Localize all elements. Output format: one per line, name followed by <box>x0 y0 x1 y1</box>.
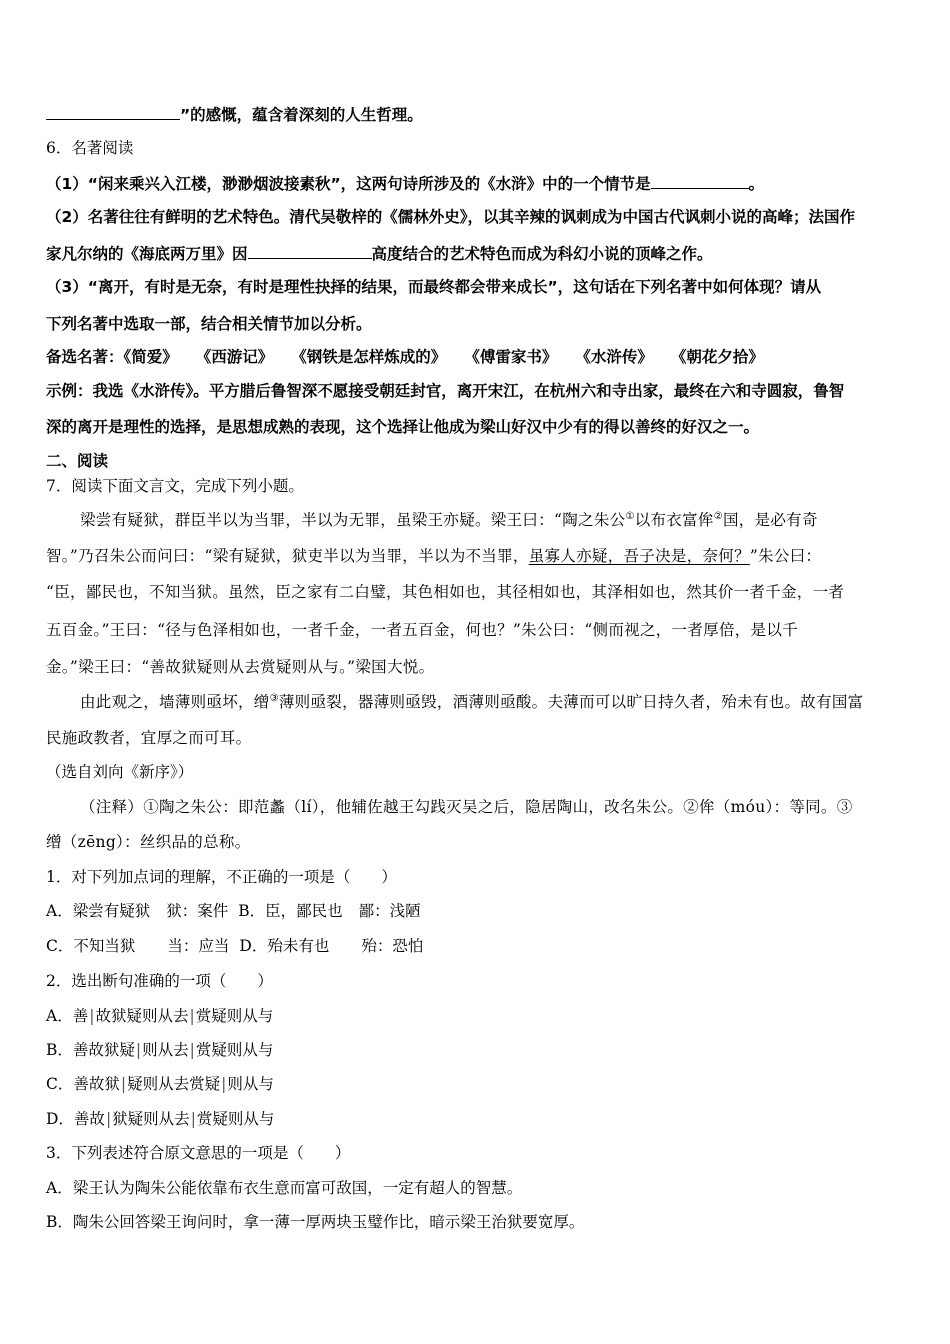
passage-line: 由此观之，墙薄则亟坏，缯③薄则亟裂，器薄则亟毁，酒薄则亟酸。夫薄而可以旷日持久者，殆未有也。故有国富 <box>80 692 864 711</box>
q6-example-line2: 深的离开是理性的选择，是思想成熟的表现，这个选择让他成为梁山好汉中少有的得以善终的好汉之一。 <box>46 418 760 436</box>
top-line: ”的感慨，蕴含着深刻的人生哲理。 <box>46 103 423 125</box>
sub2-option-c: C．善故狱|疑则从去赏疑|则从与 <box>46 1075 274 1093</box>
sub1-options-cd: C．不知当狱 当：应当 D．殆未有也 殆：恐怕 <box>46 937 424 955</box>
source-note: （选自刘向《新序》） <box>46 763 194 781</box>
passage-line: 金。”梁王曰：“善故狱疑则从去赏疑则从与。”梁国大悦。 <box>46 658 435 676</box>
sub1-options-ab: A．梁尝有疑狱 狱：案件 B．臣，鄙民也 鄙：浅陋 <box>46 902 421 920</box>
q6-p1: （1）“闲来乘兴入江楼，渺渺烟波接素秋”，这两句诗所涉及的《水浒》中的一个情节是 。 <box>46 172 764 194</box>
sub2-option-d: D．善故|狱疑则从去|赏疑则从与 <box>46 1110 275 1128</box>
sub2-stem: 2．选出断句准确的一项（ ） <box>46 972 273 990</box>
sub3-stem: 3．下列表述符合原文意思的一项是（ ） <box>46 1144 351 1162</box>
sub1-stem: 1．对下列加点词的理解，不正确的一项是（ ） <box>46 868 397 886</box>
q6-p2-line2: 家凡尔纳的《海底两万里》因 高度结合的艺术特色而成为科幻小说的顶峰之作。 <box>46 242 713 264</box>
q6-heading: 6．名著阅读 <box>46 139 134 157</box>
section-heading: 二、阅读 <box>46 452 109 470</box>
answer-blank <box>248 242 372 259</box>
sub2-option-a: A．善|故狱疑则从去|赏疑则从与 <box>46 1007 274 1025</box>
passage-line: “臣，鄙民也，不知当狱。虽然，臣之家有二白璧，其色相如也，其径相如也，其泽相如也，然其价一者千金，一者 <box>46 583 845 601</box>
passage-line: 五百金。”王曰：“径与色泽相如也，一者千金，一者五百金，何也？”朱公曰：“侧而视之，一者厚倍，是以千 <box>46 621 798 639</box>
passage-line: 民施政教者，宜厚之而可耳。 <box>46 729 252 747</box>
answer-blank <box>651 172 749 189</box>
annotation-line: 缯（zēng）：丝织品的总称。 <box>46 833 251 851</box>
q6-p2-line1: （2）名著往往有鲜明的艺术特色。清代吴敬梓的《儒林外史》，以其辛辣的讽刺成为中国古代讽刺小说的高峰；法国作 <box>46 208 856 226</box>
annotation-line: （注释）①陶之朱公：即范蠡（lí），他辅佐越王勾践灭吴之后，隐居陶山，改名朱公。②侔（móu）：等同。③ <box>80 798 853 816</box>
q6-example-line1: 示例：我选《水浒传》。平方腊后鲁智深不愿接受朝廷封官，离开宋江，在杭州六和寺出家，最终在六和寺圆寂，鲁智 <box>46 382 845 400</box>
sub3-option-a: A．梁王认为陶朱公能依靠布衣生意而富可敌国，一定有超人的智慧。 <box>46 1179 523 1197</box>
passage-line: 梁尝有疑狱，群臣半以为当罪，半以为无罪，虽梁王亦疑。梁王曰：“陶之朱公①以布衣富侔②国，是必有奇 <box>80 510 818 529</box>
q6-books: 备选名著：《简爱》 《西游记》 《钢铁是怎样炼成的》 《傅雷家书》 《水浒传》 《朝花夕拾》 <box>46 348 764 366</box>
answer-blank <box>46 103 180 120</box>
q6-p3-line2: 下列名著中选取一部，结合相关情节加以分析。 <box>46 315 372 333</box>
q6-p3-line1: （3）“离开，有时是无奈，有时是理性抉择的结果，而最终都会带来成长”，这句话在下列名著中如何体现？请从 <box>46 278 822 296</box>
passage-line: 智。”乃召朱公而问曰：“梁有疑狱，狱吏半以为当罪，半以为不当罪，虽寡人亦疑，吾子决是，奈何？”朱公曰： <box>46 547 822 565</box>
sub3-option-b: B．陶朱公回答梁王询问时，拿一薄一厚两块玉璧作比，暗示梁王治狱要宽厚。 <box>46 1213 585 1231</box>
q7-intro: 7．阅读下面文言文，完成下列小题。 <box>46 477 304 495</box>
sub2-option-b: B．善故狱疑|则从去|赏疑则从与 <box>46 1041 274 1059</box>
